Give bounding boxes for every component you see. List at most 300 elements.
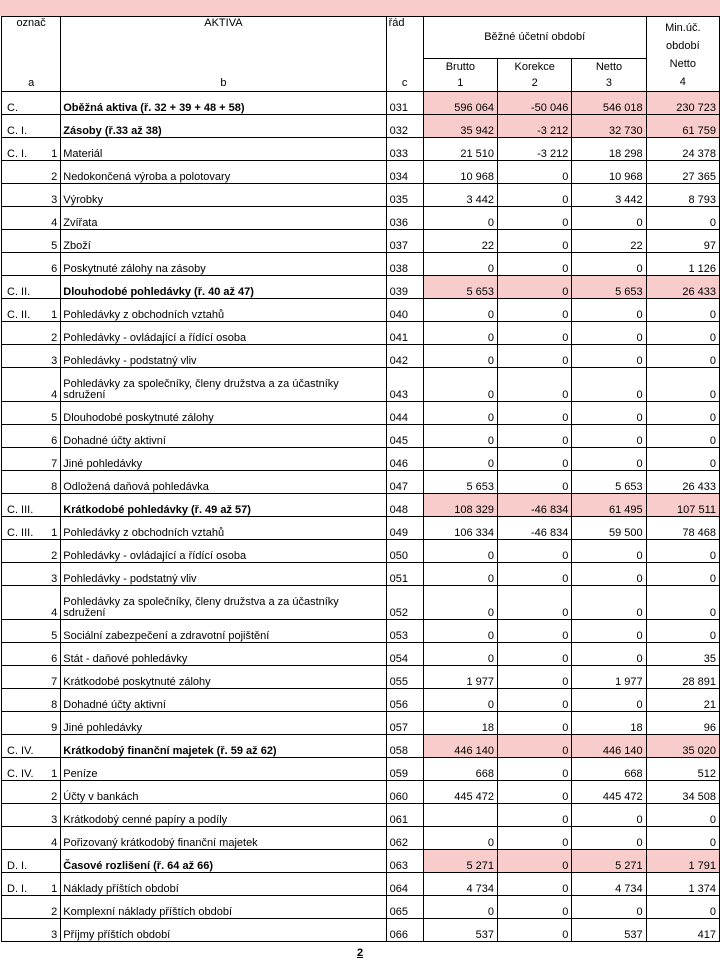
min-netto-value: 97 [646,230,719,253]
row-code: D. I. [2,850,44,873]
min-netto-value: 26 433 [646,276,719,299]
col-4-label: 4 [679,76,686,88]
netto-value: 546 018 [572,92,646,115]
row-rad: 053 [386,620,423,643]
row-label: Krátkodobý cenné papíry a podíly [61,804,386,827]
row-label: Komplexní náklady příštích období [61,896,386,919]
row-rad: 044 [386,402,423,425]
row-rad: 043 [386,368,423,402]
row-number: 6 [44,253,61,276]
korekce-value: 0 [498,253,572,276]
row-rad: 037 [386,230,423,253]
row-rad: 064 [386,873,423,896]
brutto-value: 0 [423,299,497,322]
netto-value: 3 442 [572,184,646,207]
row-rad: 038 [386,253,423,276]
min-netto-value: 1 791 [646,850,719,873]
row-label: Oběžná aktiva (ř. 32 + 39 + 48 + 58) [61,92,386,115]
table-row [2,850,720,873]
row-number: 3 [44,919,61,942]
period-header: Běžné účetní období [423,17,646,59]
netto-value: 0 [572,368,646,402]
brutto-value: 0 [423,586,497,620]
korekce-value: 0 [498,712,572,735]
korekce-value: 0 [498,345,572,368]
rad-header [386,17,423,92]
min-netto-value: 28 891 [646,666,719,689]
min-netto-value: 8 793 [646,184,719,207]
korekce-value: 0 [498,563,572,586]
row-label: Dlouhodobé pohledávky (ř. 40 až 47) [61,276,386,299]
korekce-value: 0 [498,402,572,425]
row-rad: 036 [386,207,423,230]
korekce-value: 0 [498,873,572,896]
row-rad: 045 [386,425,423,448]
col-2-label: 2 [531,77,538,89]
row-rad: 054 [386,643,423,666]
netto-value: 0 [572,448,646,471]
row-label: Pohledávky z obchodních vztahů [61,517,386,540]
min-netto-value: 21 [646,689,719,712]
korekce-value: 0 [498,425,572,448]
min-netto-value: 0 [646,207,719,230]
netto-label: Netto [595,61,623,73]
row-number: 1 [44,517,61,540]
row-rad: 048 [386,494,423,517]
table-row [2,299,720,322]
row-rad: 042 [386,345,423,368]
row-code [2,586,44,620]
min-netto-value: 24 378 [646,138,719,161]
row-rad: 033 [386,138,423,161]
row-rad: 060 [386,781,423,804]
row-code: C. III. [2,517,44,540]
brutto-value: 0 [423,896,497,919]
brutto-value: 0 [423,448,497,471]
min-netto-value: 27 365 [646,161,719,184]
table-row [2,735,720,758]
col-3-label: 3 [605,77,613,89]
table-row [2,804,720,827]
min-netto-value: 0 [646,540,719,563]
row-number: 7 [44,666,61,689]
row-label: Stát - daňové pohledávky [61,643,386,666]
netto-value: 0 [572,563,646,586]
min-netto-value: 0 [646,563,719,586]
netto-value: 0 [572,425,646,448]
row-code [2,402,44,425]
row-number: 4 [44,368,61,402]
row-label: Časové rozlišení (ř. 64 až 66) [61,850,386,873]
brutto-header [423,58,497,91]
brutto-value: 0 [423,322,497,345]
korekce-value: -3 212 [498,138,572,161]
brutto-value: 0 [423,540,497,563]
min-netto-value: 1 126 [646,253,719,276]
brutto-value: 0 [423,368,497,402]
row-code [2,666,44,689]
table-row [2,253,720,276]
korekce-value: 0 [498,850,572,873]
min-netto-value: 96 [646,712,719,735]
min-period-header [646,17,719,92]
korekce-label: Korekce [514,61,555,73]
row-code [2,919,44,942]
row-number: 5 [44,402,61,425]
netto-value: 0 [572,827,646,850]
min-netto-value: 417 [646,919,719,942]
brutto-value: 0 [423,689,497,712]
row-number: 3 [44,345,61,368]
row-code: C. III. [2,494,44,517]
col-a-label: a [28,77,35,89]
top-band [0,0,720,16]
korekce-value: 0 [498,643,572,666]
korekce-value: 0 [498,804,572,827]
netto-value: 446 140 [572,735,646,758]
row-number: 2 [44,540,61,563]
korekce-header [498,58,572,91]
table-row [2,758,720,781]
row-number: 6 [44,643,61,666]
table-body [2,17,720,942]
table-row [2,276,720,299]
table-row [2,712,720,735]
row-code [2,896,44,919]
row-code [2,804,44,827]
min-netto-value: 0 [646,827,719,850]
min-netto-value: 0 [646,620,719,643]
row-number [44,115,61,138]
row-rad: 066 [386,919,423,942]
row-number: 4 [44,827,61,850]
netto-value: 445 472 [572,781,646,804]
page-number: 2 [356,947,364,959]
korekce-value: 0 [498,322,572,345]
table-row [2,322,720,345]
korekce-value: 0 [498,586,572,620]
row-label: Krátkodobé pohledávky (ř. 49 až 57) [61,494,386,517]
row-code [2,827,44,850]
korekce-value: 0 [498,758,572,781]
row-code [2,781,44,804]
min-netto-value: 35 [646,643,719,666]
row-number: 4 [44,586,61,620]
row-label: Dohadné účty aktivní [61,689,386,712]
row-number: 2 [44,322,61,345]
rad-label: řád [388,17,405,29]
row-rad: 032 [386,115,423,138]
brutto-value: 0 [423,643,497,666]
row-number: 2 [44,896,61,919]
netto-value: 0 [572,207,646,230]
netto-value: 59 500 [572,517,646,540]
korekce-value: 0 [498,230,572,253]
row-rad: 049 [386,517,423,540]
netto-value: 0 [572,804,646,827]
netto-value: 0 [572,586,646,620]
min-netto-value: 34 508 [646,781,719,804]
col-1-label: 1 [457,77,464,89]
table-row [2,896,720,919]
netto-value: 0 [572,345,646,368]
row-code: C. I. [2,115,44,138]
aktiva-header [61,17,386,92]
row-number: 1 [44,758,61,781]
row-code [2,689,44,712]
row-code [2,471,44,494]
row-code [2,230,44,253]
table-row [2,666,720,689]
brutto-value: 22 [423,230,497,253]
row-rad: 065 [386,896,423,919]
korekce-value: 0 [498,448,572,471]
table-row [2,448,720,471]
row-number [44,850,61,873]
table-row [2,138,720,161]
korekce-value: 0 [498,276,572,299]
row-label: Odložená daňová pohledávka [61,471,386,494]
min-netto-value: 0 [646,299,719,322]
korekce-value: 0 [498,666,572,689]
min-netto-value: 230 723 [646,92,719,115]
min-line1: Min.úč. [665,22,701,34]
assets-table [1,16,720,942]
brutto-label: Brutto [445,61,476,73]
row-label: Zásoby (ř.33 až 38) [61,115,386,138]
row-number: 5 [44,230,61,253]
table-row [2,368,720,402]
netto-value: 0 [572,620,646,643]
netto-value: 0 [572,896,646,919]
row-label: Zvířata [61,207,386,230]
korekce-value: 0 [498,299,572,322]
table-row [2,207,720,230]
min-netto-value: 107 511 [646,494,719,517]
row-label: Dlouhodobé poskytnuté zálohy [61,402,386,425]
row-label: Pohledávky - ovládající a řídící osoba [61,322,386,345]
netto-value: 0 [572,322,646,345]
row-rad: 050 [386,540,423,563]
row-number: 3 [44,184,61,207]
brutto-value: 3 442 [423,184,497,207]
row-code [2,253,44,276]
row-label: Sociální zabezpečení a zdravotní pojištění [61,620,386,643]
brutto-value [423,804,497,827]
table-row [2,620,720,643]
min-netto-value: 0 [646,322,719,345]
row-code: C. II. [2,299,44,322]
row-label: Krátkodobé poskytnuté zálohy [61,666,386,689]
row-number: 2 [44,161,61,184]
row-code [2,184,44,207]
min-line2: období [665,40,700,52]
table-row [2,184,720,207]
netto-value: 1 977 [572,666,646,689]
row-code [2,448,44,471]
row-number: 9 [44,712,61,735]
table-row [2,92,720,115]
korekce-value: -46 834 [498,517,572,540]
row-code: C. [2,92,44,115]
row-rad: 056 [386,689,423,712]
row-number: 8 [44,471,61,494]
row-rad: 047 [386,471,423,494]
brutto-value: 446 140 [423,735,497,758]
min-netto-value: 0 [646,586,719,620]
netto-value: 10 968 [572,161,646,184]
brutto-value: 668 [423,758,497,781]
row-label: Výrobky [61,184,386,207]
brutto-value: 0 [423,402,497,425]
min-netto-value: 0 [646,448,719,471]
row-label: Dohadné účty aktivní [61,425,386,448]
row-code: D. I. [2,873,44,896]
netto-value: 61 495 [572,494,646,517]
korekce-value: 0 [498,827,572,850]
row-label: Pořizovaný krátkodobý finanční majetek [61,827,386,850]
korekce-value: 0 [498,689,572,712]
row-number: 3 [44,563,61,586]
row-code [2,207,44,230]
row-rad: 055 [386,666,423,689]
min-netto-value: 26 433 [646,471,719,494]
row-number [44,735,61,758]
row-rad: 063 [386,850,423,873]
row-rad: 040 [386,299,423,322]
brutto-value: 445 472 [423,781,497,804]
row-code [2,161,44,184]
row-rad: 039 [386,276,423,299]
netto-value: 5 653 [572,471,646,494]
row-rad: 061 [386,804,423,827]
row-label: Pohledávky - ovládající a řídící osoba [61,540,386,563]
min-netto-value: 0 [646,345,719,368]
row-rad: 052 [386,586,423,620]
brutto-value: 4 734 [423,873,497,896]
netto-header [572,58,646,91]
header-row-1 [2,17,720,59]
col-c-label: c [401,77,408,89]
netto-value: 22 [572,230,646,253]
brutto-value: 21 510 [423,138,497,161]
min-netto-value: 35 020 [646,735,719,758]
korekce-value: 0 [498,471,572,494]
netto-min-label: Netto [669,58,696,70]
row-code [2,322,44,345]
brutto-value: 10 968 [423,161,497,184]
row-rad: 062 [386,827,423,850]
brutto-value: 18 [423,712,497,735]
balance-sheet [0,16,720,964]
korekce-value: 0 [498,540,572,563]
row-code: C. IV. [2,735,44,758]
brutto-value: 0 [423,563,497,586]
col-b-label: b [220,77,227,89]
brutto-value: 106 334 [423,517,497,540]
korekce-value: 0 [498,919,572,942]
row-label: Pohledávky - podstatný vliv [61,563,386,586]
row-number: 4 [44,207,61,230]
row-label: Krátkodobý finanční majetek (ř. 59 až 62) [61,735,386,758]
row-rad: 058 [386,735,423,758]
netto-value: 0 [572,299,646,322]
row-rad: 051 [386,563,423,586]
row-code [2,345,44,368]
korekce-value: 0 [498,184,572,207]
row-number: 5 [44,620,61,643]
row-rad: 031 [386,92,423,115]
row-number: 1 [44,873,61,896]
korekce-value: 0 [498,161,572,184]
table-row [2,494,720,517]
min-netto-value: 78 468 [646,517,719,540]
row-number [44,494,61,517]
row-code [2,563,44,586]
min-netto-value: 0 [646,896,719,919]
netto-value: 668 [572,758,646,781]
row-label: Zboží [61,230,386,253]
aktiva-label: AKTIVA [204,17,243,29]
table-row [2,345,720,368]
table-row [2,425,720,448]
oznac-label: označ [16,17,46,29]
table-row [2,115,720,138]
row-label: Příjmy příštích období [61,919,386,942]
korekce-value: 0 [498,368,572,402]
row-number: 3 [44,804,61,827]
korekce-value: -46 834 [498,494,572,517]
row-label: Účty v bankách [61,781,386,804]
brutto-value: 1 977 [423,666,497,689]
row-code: C. I. [2,138,44,161]
table-row [2,781,720,804]
row-label: Jiné pohledávky [61,448,386,471]
row-code [2,425,44,448]
row-rad: 059 [386,758,423,781]
row-rad: 046 [386,448,423,471]
table-row [2,402,720,425]
brutto-value: 5 653 [423,276,497,299]
table-row [2,689,720,712]
table-row [2,517,720,540]
row-rad: 041 [386,322,423,345]
row-label: Pohledávky - podstatný vliv [61,345,386,368]
netto-value: 4 734 [572,873,646,896]
row-label: Jiné pohledávky [61,712,386,735]
min-netto-value: 0 [646,402,719,425]
table-row [2,471,720,494]
row-number: 2 [44,781,61,804]
brutto-value: 537 [423,919,497,942]
row-label: Náklady příštích období [61,873,386,896]
korekce-value: -50 046 [498,92,572,115]
row-code [2,620,44,643]
row-number: 1 [44,299,61,322]
row-rad: 034 [386,161,423,184]
row-number [44,276,61,299]
brutto-value: 0 [423,253,497,276]
korekce-value: 0 [498,735,572,758]
brutto-value: 0 [423,425,497,448]
table-row [2,540,720,563]
netto-value: 32 730 [572,115,646,138]
row-number: 8 [44,689,61,712]
row-label: Peníze [61,758,386,781]
netto-value: 18 [572,712,646,735]
netto-value: 18 298 [572,138,646,161]
row-code [2,643,44,666]
